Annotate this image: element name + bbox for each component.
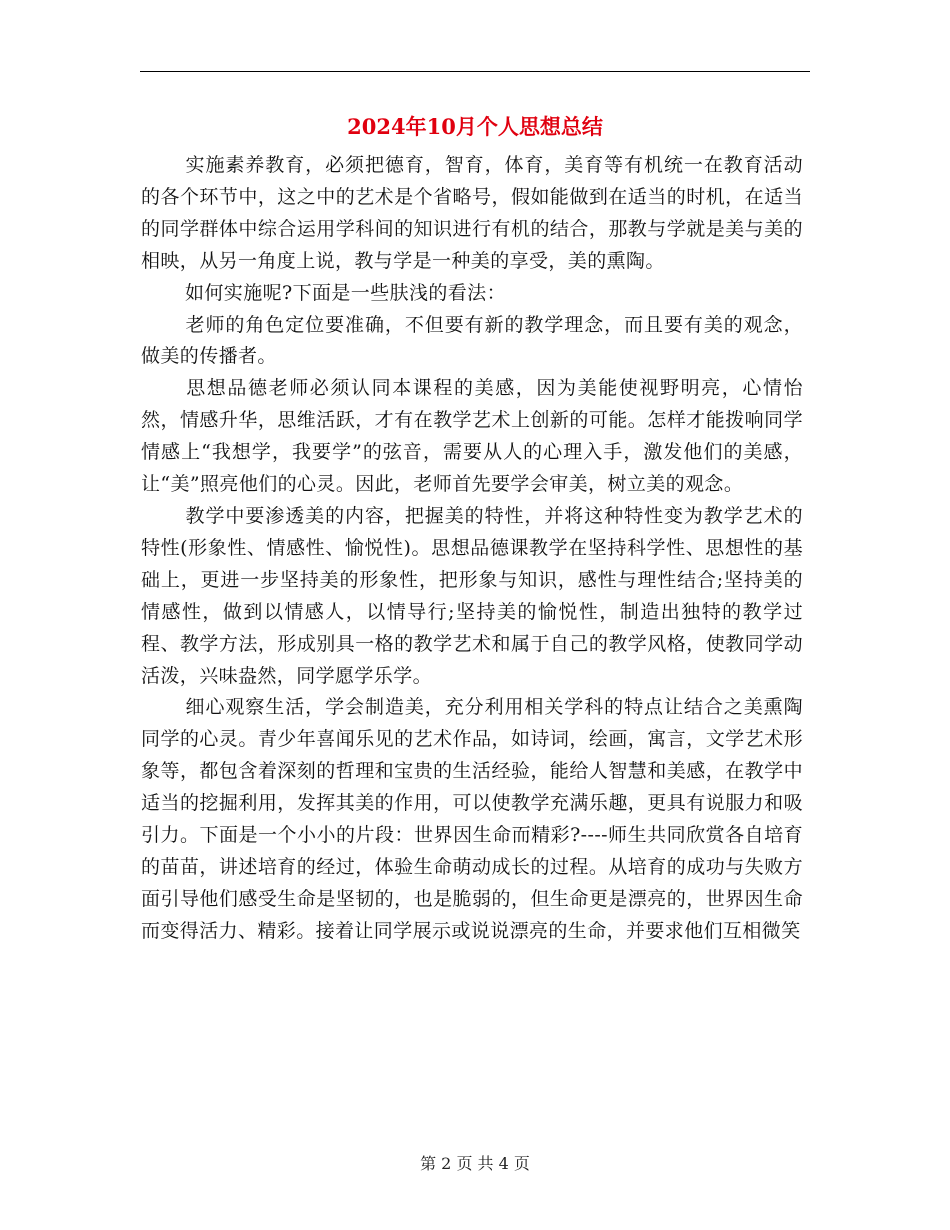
paragraph-text: 实施素养教育，必须把德育，智育，体育，美育等有机统一在教育活动的各个环节中，这之中的艺术是个省略号，假如能做到在适当的时机，在适当的同学群体中综合运用学科间的知识进行有机的结合，那教与学就是美与美的相映，从另一角度上说，教与学是一种美的享受，美的熏陶。 [141, 154, 803, 272]
paragraph-text: 细心观察生活，学会制造美，充分利用相关学科的特点让结合之美熏陶同学的心灵。青少年喜闻乐见的艺术作品，如诗词，绘画，寓言，文学艺术形象等，都包含着深刻的哲理和宝贵的生活经验，能给人智慧和美感，在教学中适当的挖掘利用，发挥其美的作用，可以使教学充满乐趣，更具有说服力和吸引力。下面是一个小小的片段：世界因生命而精彩?----师生共同欣赏各自培育的苗苗，讲述培育的经过，体验生命萌动成长的过程。从培育的成功与失败方面引导他们感受生命是坚韧的，也是脆弱的，但生命更是漂亮的，世界因生命而变得活力、精彩。接着让同学展示或说说漂亮的生命，并要求他们互相微笑 [141, 696, 803, 942]
paragraph [141, 501, 803, 692]
header-rule [140, 71, 810, 72]
paragraph [141, 310, 803, 374]
paragraph-text: 老师的角色定位要准确，不但要有新的教学理念，而且要有美的观念，做美的传播者。 [141, 313, 803, 368]
document-title: 2024年10月个人思想总结 [347, 114, 603, 139]
document-body [141, 150, 803, 948]
paragraph [141, 373, 803, 501]
paragraph-text: 教学中要渗透美的内容，把握美的特性，并将这种特性变为教学艺术的特性(形象性、情感性、愉悦性)。思想品德课教学在坚持科学性、思想性的基础上，更进一步坚持美的形象性，把形象与知识，感性与理性结合;坚持美的情感性，做到以情感人，以情导行;坚持美的愉悦性，制造出独特的教学过程、教学方法，形成别具一格的教学艺术和属于自己的教学风格，使教同学动活泼，兴味盎然，同学愿学乐学。 [141, 504, 803, 687]
paragraph-text: 如何实施呢?下面是一些肤浅的看法： [185, 281, 506, 304]
paragraph [141, 278, 803, 310]
page-number: 第 2 页 共 4 页 [420, 1154, 530, 1173]
paragraph [141, 150, 803, 278]
paragraph-text: 思想品德老师必须认同本课程的美感，因为美能使视野明亮，心情怡然，情感升华，思维活跃，才有在教学艺术上创新的可能。怎样才能拨响同学情感上“我想学，我要学”的弦音，需要从人的心理入手，激发他们的美感，让“美”照亮他们的心灵。因此，老师首先要学会审美，树立美的观念。 [141, 377, 803, 496]
paragraph [141, 692, 803, 947]
